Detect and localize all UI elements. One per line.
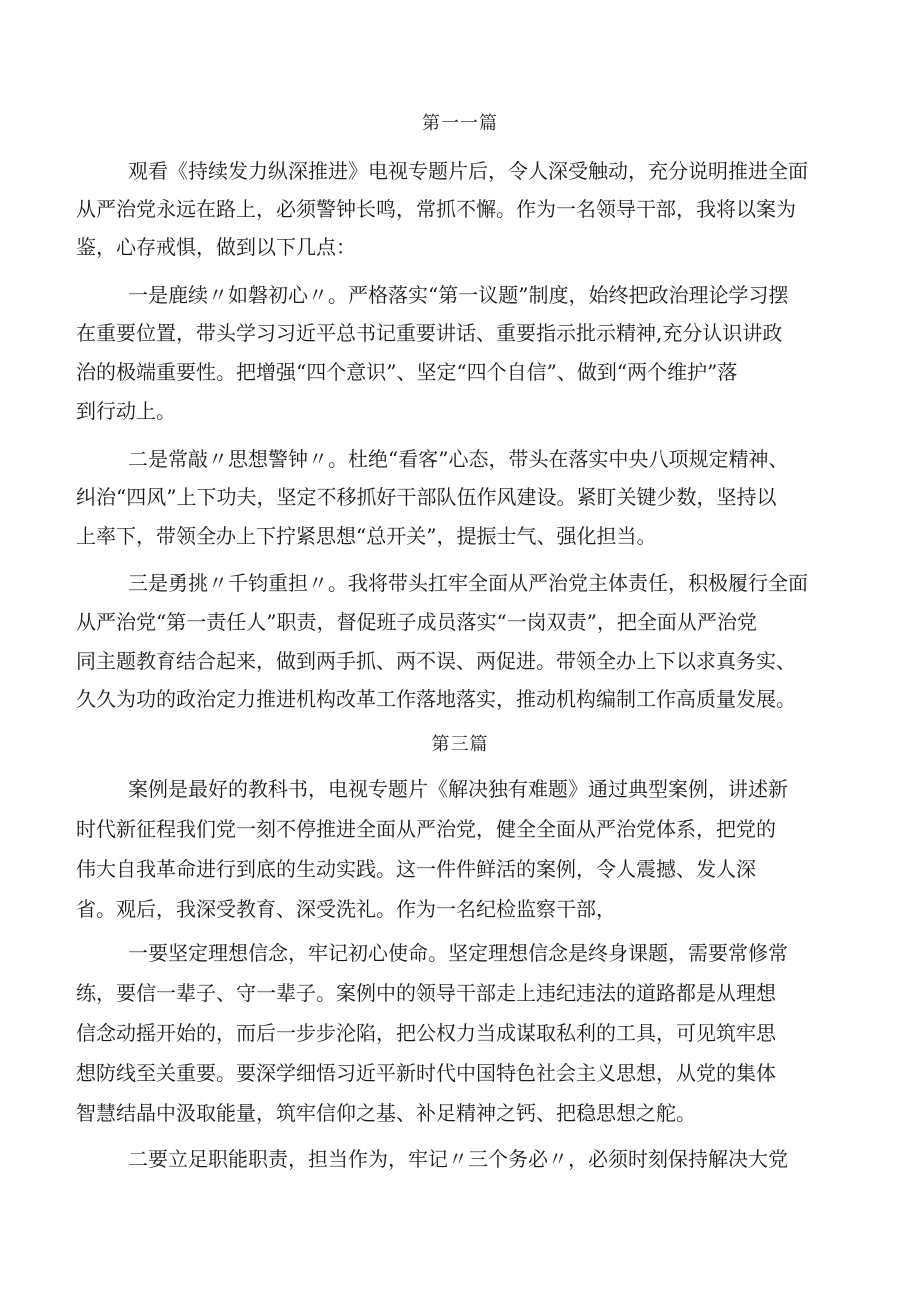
section-title-1: 第一一篇 bbox=[422, 113, 498, 134]
section3-intro-line-3: 伟大自我革命进行到底的生动实践。这一件件鲜活的案例，令人震撼、发人深 bbox=[76, 857, 756, 881]
section1-point2-line-3: 上率下，带领全办上下拧紧思想“总开关”，提振士气、强化担当。 bbox=[76, 524, 657, 548]
section3-point1-line-1: 一要坚定理想信念，牢记初心使命。坚定理想信念是终身课题，需要常修常 bbox=[128, 941, 788, 965]
section1-point3-line-4: 久久为功的政治定力推进机构改革工作落地落实，推动机构编制工作高质量发展。 bbox=[76, 687, 796, 711]
section1-point3-line-1: 三是勇挑〃千钧重担〃。我将带头扛牢全面从严治党主体责任，积极履行全面 bbox=[128, 571, 808, 595]
section3-point1-line-3: 信念动摇开始的，而后一步步沦陷，把公权力当成谋取私利的工具，可见筑牢思 bbox=[76, 1021, 776, 1045]
section1-point1-line-2: 在重要位置，带头学习习近平总书记重要讲话、重要指示批示精神,充分认识讲政 bbox=[76, 321, 783, 345]
section1-point3-line-2: 从严治党“第一责任人”职责，督促班子成员落实“一岗双责”，把全面从严治党 bbox=[76, 610, 757, 634]
section3-point1-line-4: 想防线至关重要。要深学细悟习近平新时代中国特色社会主义思想，从党的集体 bbox=[76, 1061, 776, 1085]
section1-point2-line-1: 二是常敲〃思想警钟〃。杜绝“看客”心态，带头在落实中央八项规定精神、 bbox=[128, 447, 789, 471]
section3-intro-line-4: 省。观后，我深受教育、深受洗礼。作为一名纪检监察干部， bbox=[76, 897, 616, 921]
section-title-3: 第三篇 bbox=[431, 734, 489, 755]
section1-point1-line-4: 到行动上。 bbox=[76, 399, 176, 423]
section3-intro-line-1: 案例是最好的教科书，电视专题片《解决独有难题》通过典型案例，讲述新 bbox=[128, 777, 788, 801]
section1-point3-line-3: 同主题教育结合起来，做到两手抓、两不误、两促进。带领全办上下以求真务实、 bbox=[76, 649, 796, 673]
section3-intro-line-2: 时代新征程我们党一刻不停推进全面从严治党，健全全面从严治党体系，把党的 bbox=[76, 817, 776, 841]
section1-point2-line-2: 纠治“四风”上下功夫，坚定不移抓好干部队伍作风建设。紧盯关键少数，坚持以 bbox=[76, 485, 777, 509]
section1-intro-line-2: 从严治党永远在路上，必须警钟长鸣，常抓不懈。作为一名领导干部，我将以案为 bbox=[76, 197, 796, 221]
section3-point1-line-5: 智慧结晶中汲取能量，筑牢信仰之基、补足精神之钙、把稳思想之舵。 bbox=[76, 1101, 696, 1125]
section1-intro-line-3: 鉴，心存戒惧，做到以下几点： bbox=[76, 235, 356, 259]
section3-point1-line-2: 练，要信一辈子、守一辈子。案例中的领导干部走上违纪违法的道路都是从理想 bbox=[76, 981, 776, 1005]
section3-point2-line-1: 二要立足职能职责，担当作为，牢记〃三个务必〃，必须时刻保持解决大党 bbox=[128, 1147, 788, 1171]
section1-point1-line-3: 治的极端重要性。把增强“四个意识”、坚定“四个自信”、做到“两个维护”落 bbox=[76, 360, 738, 384]
section1-point1-line-1: 一是鹿续〃如磐初心〃。严格落实“第一议题”制度，始终把政治理论学习摆 bbox=[128, 283, 789, 307]
section1-intro-line-1: 观看《持续发力纵深推进》电视专题片后，令人深受触动，充分说明推进全面 bbox=[128, 159, 808, 183]
